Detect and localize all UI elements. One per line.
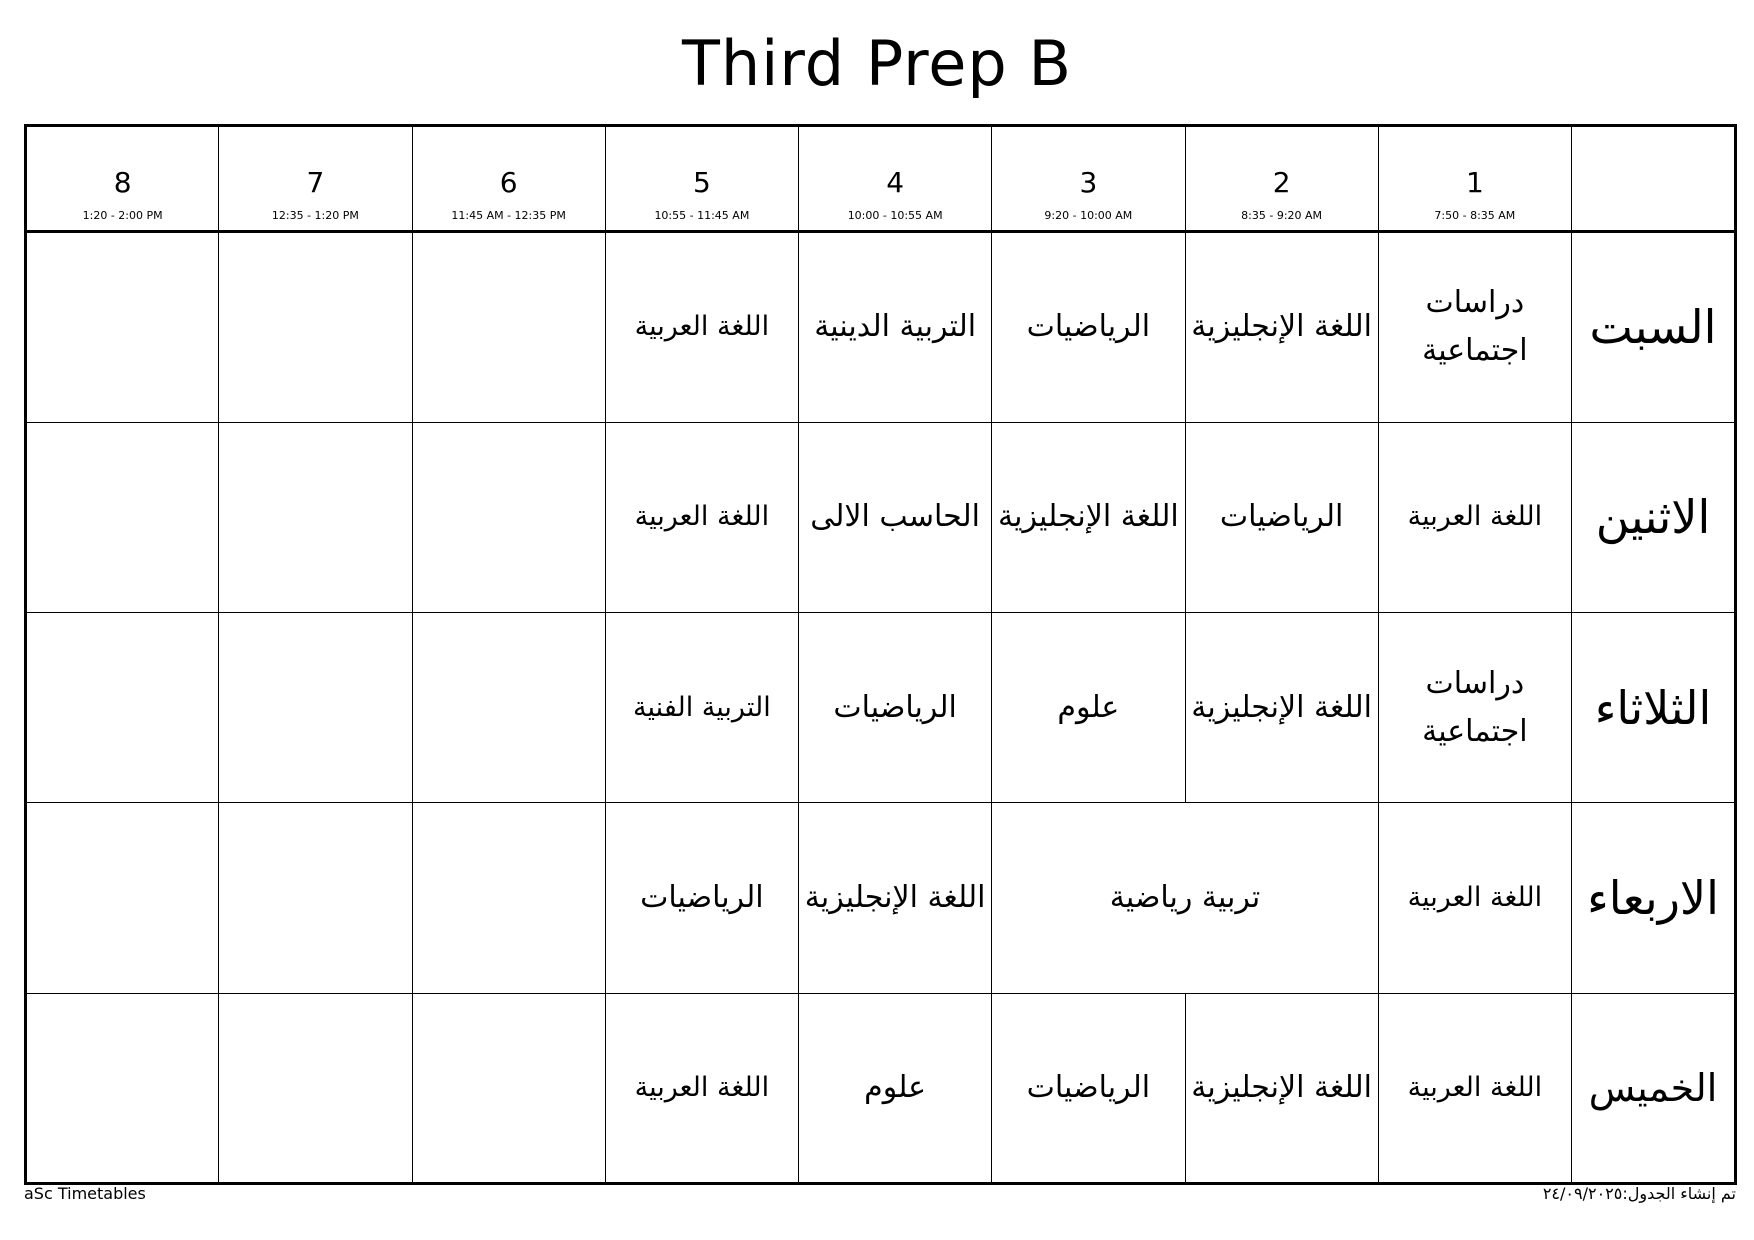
empty-cell bbox=[219, 612, 412, 802]
lesson-cell: دراسات اجتماعية bbox=[1378, 232, 1571, 422]
empty-cell bbox=[219, 232, 412, 422]
lesson-cell: اللغة الإنجليزية bbox=[992, 422, 1185, 612]
period-header-8 bbox=[26, 126, 219, 232]
lesson-cell: علوم bbox=[992, 612, 1185, 802]
empty-cell bbox=[26, 422, 219, 612]
period-time: 9:20 - 10:00 AM bbox=[1044, 208, 1133, 222]
lesson-cell: اللغة العربية bbox=[1378, 993, 1571, 1183]
period-number: 3 bbox=[1079, 165, 1098, 199]
period-number: 2 bbox=[1272, 165, 1291, 199]
period-time: 8:35 - 9:20 AM bbox=[1241, 208, 1323, 222]
period-number: 8 bbox=[113, 165, 132, 199]
lesson-cell: اللغة الإنجليزية bbox=[1185, 612, 1378, 802]
period-number: 1 bbox=[1465, 165, 1484, 199]
day-row-wednesday bbox=[26, 803, 1736, 993]
day-name: الاثنين bbox=[1572, 422, 1736, 612]
period-time: 11:45 AM - 12:35 PM bbox=[451, 208, 566, 222]
period-header-1 bbox=[1378, 126, 1571, 232]
corner-cell bbox=[1572, 126, 1736, 232]
period-header-4 bbox=[799, 126, 992, 232]
lesson-cell: الرياضيات bbox=[799, 612, 992, 802]
lesson-cell: اللغة الإنجليزية bbox=[799, 803, 992, 993]
empty-cell bbox=[219, 422, 412, 612]
lesson-cell: اللغة العربية bbox=[605, 993, 798, 1183]
empty-cell bbox=[412, 422, 605, 612]
period-header-5 bbox=[605, 126, 798, 232]
empty-cell bbox=[412, 803, 605, 993]
lesson-cell-double: تربية رياضية bbox=[992, 803, 1379, 993]
empty-cell bbox=[26, 232, 219, 422]
footer-generated-date: تم إنشاء الجدول:٢٤/٠٩/٢٠٢٥ bbox=[1542, 1184, 1736, 1203]
empty-cell bbox=[412, 993, 605, 1183]
day-row-monday bbox=[26, 422, 1736, 612]
lesson-cell: الرياضيات bbox=[605, 803, 798, 993]
lesson-cell: اللغة الإنجليزية bbox=[1185, 232, 1378, 422]
period-number: 6 bbox=[499, 165, 518, 199]
empty-cell bbox=[219, 993, 412, 1183]
day-row-thursday bbox=[26, 993, 1736, 1183]
period-header-3 bbox=[992, 126, 1185, 232]
period-number: 4 bbox=[886, 165, 905, 199]
day-name: السبت bbox=[1572, 232, 1736, 422]
empty-cell bbox=[26, 803, 219, 993]
day-name: الاربعاء bbox=[1572, 803, 1736, 993]
period-number: 7 bbox=[306, 165, 325, 199]
period-number: 5 bbox=[692, 165, 711, 199]
day-row-tuesday bbox=[26, 612, 1736, 802]
timetable bbox=[24, 124, 1737, 1185]
period-header-7 bbox=[219, 126, 412, 232]
lesson-cell: اللغة العربية bbox=[1378, 803, 1571, 993]
empty-cell bbox=[219, 803, 412, 993]
empty-cell bbox=[26, 612, 219, 802]
period-time: 1:20 - 2:00 PM bbox=[82, 208, 163, 222]
lesson-cell: الحاسب الالى bbox=[799, 422, 992, 612]
period-time: 10:55 - 11:45 AM bbox=[654, 208, 750, 222]
day-row-saturday bbox=[26, 232, 1736, 422]
period-header-6 bbox=[412, 126, 605, 232]
empty-cell bbox=[412, 232, 605, 422]
lesson-cell: الرياضيات bbox=[992, 993, 1185, 1183]
lesson-cell: علوم bbox=[799, 993, 992, 1183]
empty-cell bbox=[412, 612, 605, 802]
lesson-cell: الرياضيات bbox=[992, 232, 1185, 422]
lesson-cell: الرياضيات bbox=[1185, 422, 1378, 612]
page-title: Third Prep B bbox=[681, 27, 1073, 100]
lesson-cell: اللغة العربية bbox=[605, 422, 798, 612]
lesson-cell: التربية الدينية bbox=[799, 232, 992, 422]
footer-software-name: aSc Timetables bbox=[24, 1184, 146, 1203]
lesson-cell: اللغة العربية bbox=[605, 232, 798, 422]
period-header-row bbox=[26, 126, 1736, 232]
period-time: 10:00 - 10:55 AM bbox=[847, 208, 943, 222]
period-time: 7:50 - 8:35 AM bbox=[1434, 208, 1516, 222]
lesson-cell: التربية الفنية bbox=[605, 612, 798, 802]
period-header-2 bbox=[1185, 126, 1378, 232]
day-name: الخميس bbox=[1572, 993, 1736, 1183]
empty-cell bbox=[26, 993, 219, 1183]
lesson-cell: اللغة العربية bbox=[1378, 422, 1571, 612]
day-name: الثلاثاء bbox=[1572, 612, 1736, 802]
period-time: 12:35 - 1:20 PM bbox=[271, 208, 359, 222]
lesson-cell: دراسات اجتماعية bbox=[1378, 612, 1571, 802]
lesson-cell: اللغة الإنجليزية bbox=[1185, 993, 1378, 1183]
